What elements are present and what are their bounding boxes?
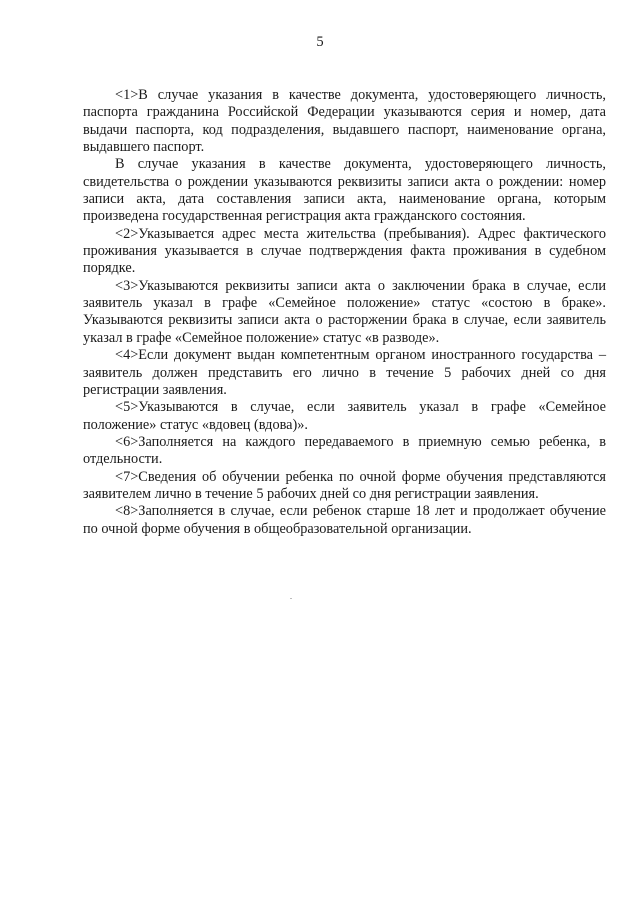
footnote-2 — [83, 226, 606, 278]
footnote-text: Если документ выдан компетентным органом иностранного государства – заявитель должен представить его лично в течение 5 рабочих дней со дня регистрации заявления. — [83, 347, 606, 398]
page-number: 5 — [316, 34, 324, 50]
footnote-text: В случае указания в качестве документа, удостоверяющего личность, паспорта гражданина Российской Федерации указываются серия и номер, дата выдачи паспорта, код подразделения, выдавшего паспорт, наименование органа, выдавшего паспорт. — [83, 87, 606, 156]
footnote-text: Указываются в случае, если заявитель указал в графе «Семейное положение» статус «вдовец (вдова)». — [83, 399, 606, 433]
footnotes-block — [83, 87, 606, 538]
footnote-text: Указываются реквизиты записи акта о заключении брака в случае, если заявитель указал в графе «Семейное положение» статус «состою в браке». Указываются реквизиты записи акта о расторжении брака в случае, если заявитель указал в графе «Семейное положение» статус «в разводе». — [83, 277, 606, 346]
footnote-6 — [83, 434, 606, 469]
footnote-marker: <3> — [115, 277, 139, 294]
footnote-marker: <8> — [115, 503, 139, 520]
footnote-text: Сведения об обучении ребенка по очной форме обучения представляются заявителем лично в течение 5 рабочих дней со дня регистрации заявления. — [83, 468, 606, 502]
footnote-1 — [83, 87, 606, 156]
footnote-1-continuation — [83, 156, 606, 225]
footnote-text: Заполняется на каждого передаваемого в приемную семью ребенка, в отдельности. — [83, 433, 606, 468]
footnote-8 — [83, 503, 606, 538]
footnote-marker: <4> — [115, 347, 139, 364]
footnote-marker: <7> — [115, 468, 139, 485]
footnote-marker: <1> — [115, 87, 139, 103]
footnote-text: Указывается адрес места жительства (пребывания). Адрес фактического проживания указывается в случае подтверждения факта проживания в судебном порядке. — [83, 225, 606, 277]
footnote-text: В случае указания в качестве документа, удостоверяющего личность, свидетельства о рождении указываются реквизиты записи акта о рождении: номер записи акта, дата составления записи акта, наименование органа, которым произведена государственная регистрация акта гражданского состояния. — [83, 156, 606, 225]
footnote-marker: <6> — [115, 433, 139, 450]
footnote-7 — [83, 469, 606, 504]
footnote-5 — [83, 399, 606, 434]
footnote-3 — [83, 278, 606, 347]
footnote-4 — [83, 347, 606, 399]
scan-speck — [290, 598, 292, 599]
footnote-marker: <2> — [115, 225, 139, 242]
footnote-marker: <5> — [115, 399, 139, 416]
footnote-text: Заполняется в случае, если ребенок старше 18 лет и продолжает обучение по очной форме обучения в общеобразовательной организации. — [83, 503, 606, 537]
